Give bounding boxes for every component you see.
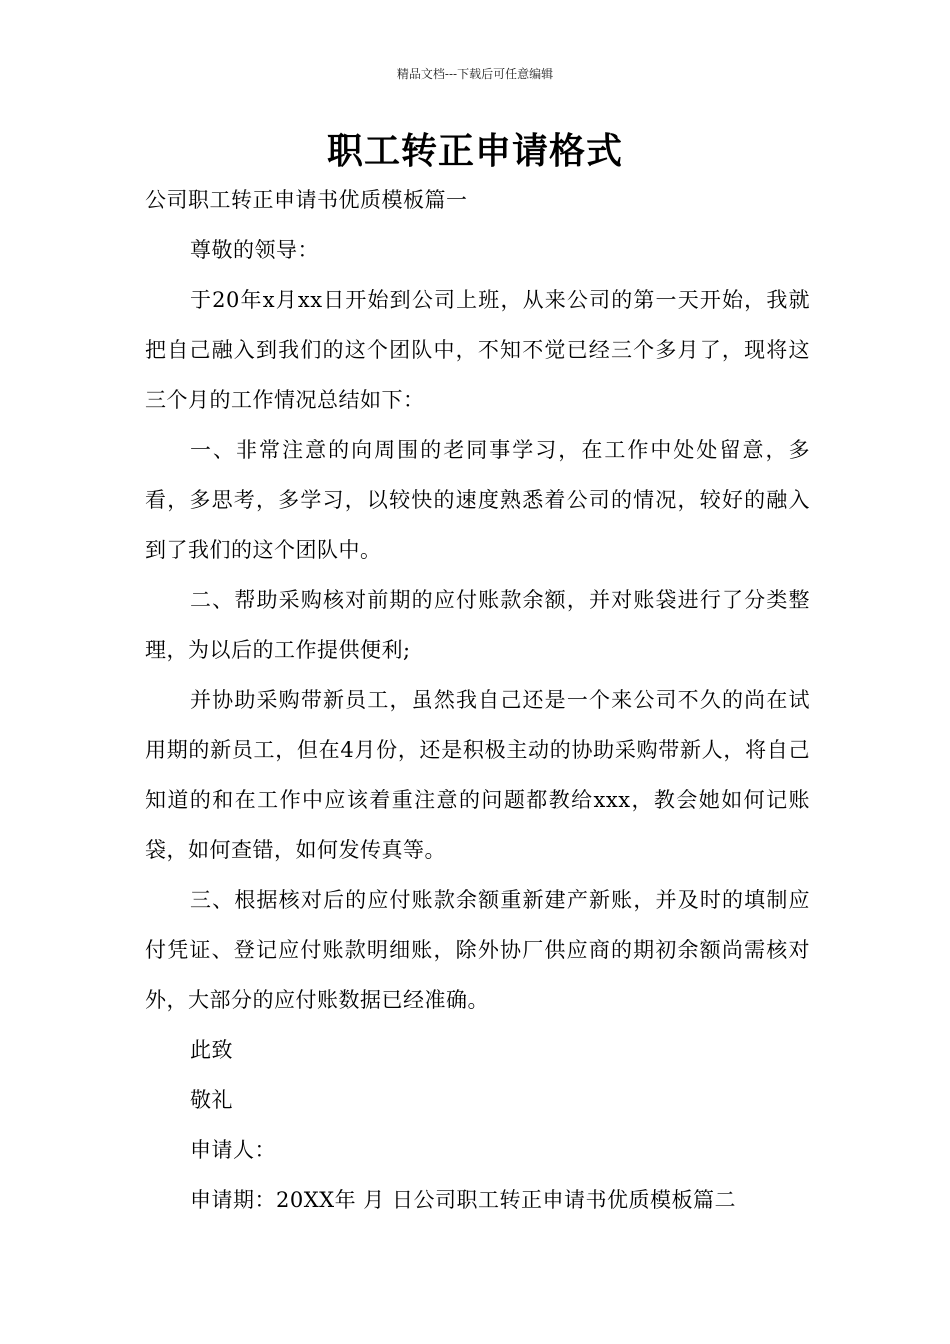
paragraph-point-three: 三、根据核对后的应付账款余额重新建产新账，并及时的填制应付凭证、登记应付账款明细账，除外协厂供应商的期初余额尚需核对外，大部分的应付账数据已经准确。 (145, 888, 810, 1012)
paragraph-point-two: 二、帮助采购核对前期的应付账款余额，并对账袋进行了分类整理，为以后的工作提供便利; (145, 588, 810, 662)
salutation: 尊敬的领导： (190, 238, 319, 262)
closing-regards: 敬礼 (190, 1088, 233, 1112)
header-note: 精品文档---下载后可任意编辑 (396, 67, 554, 81)
applicant-label: 申请人： (190, 1138, 276, 1162)
closing-line: 此致 (190, 1038, 233, 1062)
paragraph-intro: 于20年x月xx日开始到公司上班，从来公司的第一天开始，我就把自己融入到我们的这个团队中，不知不觉已经三个多月了，现将这三个月的工作情况总结如下： (145, 288, 810, 412)
document-title: 职工转正申请格式 (326, 131, 623, 172)
paragraph-point-one: 一、非常注意的向周围的老同事学习，在工作中处处留意，多看，多思考，多学习，以较快的速度熟悉着公司的情况，较好的融入到了我们的这个团队中。 (145, 438, 810, 562)
document-body (145, 175, 810, 1225)
paragraph-training: 并协助采购带新员工，虽然我自己还是一个来公司不久的尚在试用期的新员工，但在4月份，还是积极主动的协助采购带新人，将自己知道的和在工作中应该着重注意的问题都教给xxx，教会她如何记账袋，如何查错，如何发传真等。 (145, 688, 810, 862)
document-subtitle: 公司职工转正申请书优质模板篇一 (145, 188, 468, 212)
application-date-line: 申请期：20XX年 月 日公司职工转正申请书优质模板篇二 (190, 1188, 736, 1212)
